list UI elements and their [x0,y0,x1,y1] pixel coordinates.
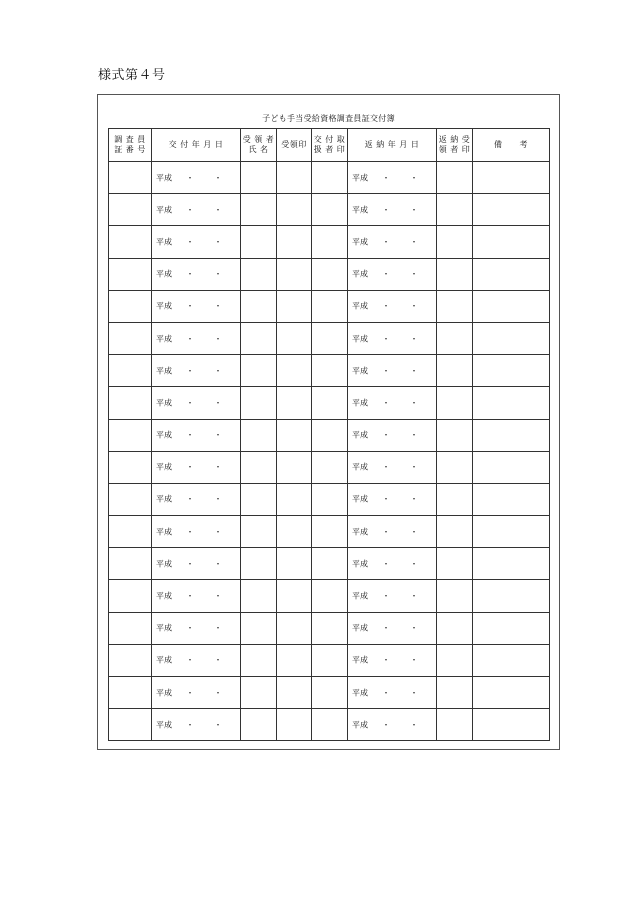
cell-issue-date[interactable] [152,451,241,483]
cell-recipient-name[interactable] [241,162,277,194]
date-separator: ・ [410,366,418,376]
date-separator: ・ [382,301,390,311]
date-separator: ・ [410,301,418,311]
cell-recipient-name[interactable] [241,451,277,483]
cell-recipient-name[interactable] [241,194,277,226]
date-era-label: 平成 [352,430,368,440]
date-separator: ・ [186,334,194,344]
date-separator: ・ [382,269,390,279]
date-era-label: 平成 [156,398,172,408]
date-era-label: 平成 [156,494,172,504]
date-separator: ・ [382,430,390,440]
date-separator: ・ [382,720,390,730]
cell-return-date[interactable] [348,355,437,387]
date-separator: ・ [186,430,194,440]
cell-return-receiver-seal[interactable] [437,516,473,548]
date-era-label: 平成 [156,269,172,279]
date-separator: ・ [214,366,222,376]
cell-issuer-seal[interactable] [312,322,348,354]
cell-return-date[interactable] [348,612,437,644]
date-era-label: 平成 [352,301,368,311]
cell-return-receiver-seal[interactable] [437,644,473,676]
cell-issuer-seal[interactable] [312,290,348,322]
cell-remarks[interactable] [473,322,550,354]
date-era-label: 平成 [156,527,172,537]
cell-return-date[interactable] [348,644,437,676]
date-separator: ・ [186,269,194,279]
cell-recipient-name[interactable] [241,580,277,612]
date-era-label: 平成 [156,688,172,698]
date-separator: ・ [214,591,222,601]
date-separator: ・ [382,366,390,376]
cell-return-date[interactable] [348,258,437,290]
cell-recipient-name[interactable] [241,644,277,676]
ledger-row [109,677,550,709]
date-era-label: 平成 [352,366,368,376]
header-recipient-name-line2: 氏 名 [248,145,269,154]
cell-remarks[interactable] [473,226,550,258]
date-separator: ・ [214,527,222,537]
cell-remarks[interactable] [473,451,550,483]
cell-id-number[interactable] [109,516,152,548]
header-return-receiver-seal-line1: 返 納 受 [438,135,471,144]
date-separator: ・ [382,559,390,569]
cell-issue-date[interactable] [152,709,241,741]
cell-issue-date[interactable] [152,516,241,548]
date-separator: ・ [214,173,222,183]
cell-receipt-seal[interactable] [277,419,312,451]
cell-return-receiver-seal[interactable] [437,387,473,419]
cell-id-number[interactable] [109,451,152,483]
cell-return-date[interactable] [348,677,437,709]
date-era-label: 平成 [156,720,172,730]
cell-issue-date[interactable] [152,580,241,612]
header-id-number-line1: 調 査 員 [114,135,146,144]
cell-remarks[interactable] [473,419,550,451]
cell-id-number[interactable] [109,644,152,676]
cell-receipt-seal[interactable] [277,162,312,194]
ledger-row [109,387,550,419]
date-separator: ・ [214,301,222,311]
date-separator: ・ [214,430,222,440]
header-issuer-seal-line1: 交 付 取 [313,135,346,144]
date-separator: ・ [410,591,418,601]
cell-return-date[interactable] [348,580,437,612]
ledger-row [109,451,550,483]
header-issuer-seal [312,129,348,162]
date-separator: ・ [382,527,390,537]
cell-return-receiver-seal[interactable] [437,355,473,387]
cell-receipt-seal[interactable] [277,355,312,387]
cell-return-date[interactable] [348,516,437,548]
date-era-label: 平成 [156,591,172,601]
cell-recipient-name[interactable] [241,258,277,290]
cell-recipient-name[interactable] [241,612,277,644]
cell-return-receiver-seal[interactable] [437,451,473,483]
date-separator: ・ [410,559,418,569]
date-era-label: 平成 [352,205,368,215]
date-separator: ・ [186,366,194,376]
date-separator: ・ [382,237,390,247]
cell-recipient-name[interactable] [241,226,277,258]
date-separator: ・ [410,623,418,633]
cell-remarks[interactable] [473,644,550,676]
cell-recipient-name[interactable] [241,387,277,419]
date-era-label: 平成 [352,269,368,279]
header-issuer-seal-line2: 扱 者 印 [313,145,346,154]
date-separator: ・ [186,688,194,698]
cell-issuer-seal[interactable] [312,612,348,644]
cell-id-number[interactable] [109,355,152,387]
date-era-label: 平成 [352,462,368,472]
date-era-label: 平成 [352,173,368,183]
cell-return-receiver-seal[interactable] [437,612,473,644]
date-era-label: 平成 [156,334,172,344]
cell-remarks[interactable] [473,194,550,226]
header-receipt-seal: 受領印 [277,129,312,162]
cell-issuer-seal[interactable] [312,709,348,741]
cell-issue-date[interactable] [152,548,241,580]
cell-remarks[interactable] [473,387,550,419]
cell-return-date[interactable] [348,322,437,354]
cell-return-receiver-seal[interactable] [437,580,473,612]
cell-issue-date[interactable] [152,258,241,290]
date-era-label: 平成 [156,462,172,472]
cell-return-receiver-seal[interactable] [437,162,473,194]
cell-issue-date[interactable] [152,355,241,387]
date-separator: ・ [410,430,418,440]
header-recipient-name-line1: 受 領 者 [242,135,275,144]
cell-issuer-seal[interactable] [312,677,348,709]
ledger-row [109,355,550,387]
cell-receipt-seal[interactable] [277,677,312,709]
date-separator: ・ [214,559,222,569]
cell-receipt-seal[interactable] [277,451,312,483]
date-separator: ・ [214,205,222,215]
date-separator: ・ [186,591,194,601]
cell-id-number[interactable] [109,290,152,322]
cell-return-date[interactable] [348,226,437,258]
date-era-label: 平成 [156,623,172,633]
date-separator: ・ [214,623,222,633]
cell-recipient-name[interactable] [241,355,277,387]
cell-recipient-name[interactable] [241,290,277,322]
ledger-row [109,419,550,451]
date-separator: ・ [214,720,222,730]
cell-remarks[interactable] [473,162,550,194]
date-separator: ・ [214,334,222,344]
cell-receipt-seal[interactable] [277,548,312,580]
cell-id-number[interactable] [109,226,152,258]
cell-id-number[interactable] [109,162,152,194]
header-remarks: 備 考 [473,129,550,162]
date-separator: ・ [186,655,194,665]
cell-id-number[interactable] [109,677,152,709]
cell-receipt-seal[interactable] [277,322,312,354]
date-era-label: 平成 [352,398,368,408]
cell-return-date[interactable] [348,483,437,515]
header-id-number [109,129,152,162]
cell-remarks[interactable] [473,355,550,387]
date-separator: ・ [214,688,222,698]
cell-remarks[interactable] [473,612,550,644]
date-era-label: 平成 [352,720,368,730]
date-era-label: 平成 [352,688,368,698]
header-return-receiver-seal-line2: 領 者 印 [438,145,471,154]
ledger-row [109,290,550,322]
date-separator: ・ [410,398,418,408]
ledger-body [109,162,550,741]
date-era-label: 平成 [156,655,172,665]
date-separator: ・ [410,205,418,215]
date-separator: ・ [186,237,194,247]
cell-receipt-seal[interactable] [277,483,312,515]
cell-return-receiver-seal[interactable] [437,226,473,258]
date-era-label: 平成 [156,366,172,376]
header-id-number-line2: 証 番 号 [114,145,146,154]
date-era-label: 平成 [352,334,368,344]
cell-remarks[interactable] [473,548,550,580]
cell-return-date[interactable] [348,419,437,451]
cell-return-receiver-seal[interactable] [437,483,473,515]
date-separator: ・ [214,655,222,665]
cell-return-receiver-seal[interactable] [437,322,473,354]
date-separator: ・ [410,334,418,344]
cell-recipient-name[interactable] [241,548,277,580]
cell-id-number[interactable] [109,483,152,515]
cell-id-number[interactable] [109,322,152,354]
date-era-label: 平成 [352,655,368,665]
cell-issuer-seal[interactable] [312,194,348,226]
date-separator: ・ [214,398,222,408]
cell-issuer-seal[interactable] [312,483,348,515]
cell-id-number[interactable] [109,194,152,226]
date-separator: ・ [382,173,390,183]
ledger-row [109,483,550,515]
cell-issuer-seal[interactable] [312,162,348,194]
date-separator: ・ [410,655,418,665]
cell-issue-date[interactable] [152,322,241,354]
cell-return-receiver-seal[interactable] [437,419,473,451]
date-era-label: 平成 [352,527,368,537]
cell-receipt-seal[interactable] [277,516,312,548]
date-era-label: 平成 [156,173,172,183]
date-separator: ・ [382,655,390,665]
header-row [109,129,550,162]
cell-receipt-seal[interactable] [277,644,312,676]
ledger-title: 子ども手当受給資格調査員証交付簿 [262,114,395,123]
date-separator: ・ [214,462,222,472]
cell-issuer-seal[interactable] [312,516,348,548]
cell-recipient-name[interactable] [241,709,277,741]
cell-issue-date[interactable] [152,226,241,258]
cell-receipt-seal[interactable] [277,580,312,612]
cell-receipt-seal[interactable] [277,226,312,258]
date-separator: ・ [382,688,390,698]
date-separator: ・ [410,237,418,247]
date-era-label: 平成 [156,237,172,247]
cell-issuer-seal[interactable] [312,226,348,258]
form-number: 様式第４号 [98,68,166,83]
date-separator: ・ [382,398,390,408]
cell-issue-date[interactable] [152,162,241,194]
date-separator: ・ [410,527,418,537]
cell-return-date[interactable] [348,194,437,226]
date-separator: ・ [382,591,390,601]
date-separator: ・ [410,173,418,183]
cell-receipt-seal[interactable] [277,290,312,322]
cell-issue-date[interactable] [152,644,241,676]
cell-return-receiver-seal[interactable] [437,258,473,290]
date-era-label: 平成 [156,430,172,440]
date-separator: ・ [410,462,418,472]
date-separator: ・ [382,462,390,472]
cell-recipient-name[interactable] [241,677,277,709]
cell-issue-date[interactable] [152,419,241,451]
cell-receipt-seal[interactable] [277,709,312,741]
cell-issue-date[interactable] [152,387,241,419]
header-return-receiver-seal [437,129,473,162]
cell-id-number[interactable] [109,387,152,419]
date-era-label: 平成 [352,559,368,569]
date-era-label: 平成 [352,494,368,504]
ledger-row [109,516,550,548]
cell-remarks[interactable] [473,709,550,741]
date-separator: ・ [382,334,390,344]
date-separator: ・ [410,688,418,698]
date-separator: ・ [214,494,222,504]
cell-receipt-seal[interactable] [277,258,312,290]
cell-remarks[interactable] [473,580,550,612]
ledger-row [109,644,550,676]
ledger-row [109,258,550,290]
date-separator: ・ [410,494,418,504]
cell-issuer-seal[interactable] [312,580,348,612]
cell-return-receiver-seal[interactable] [437,194,473,226]
cell-return-date[interactable] [348,387,437,419]
ledger-row [109,194,550,226]
cell-recipient-name[interactable] [241,322,277,354]
cell-receipt-seal[interactable] [277,194,312,226]
header-return-date: 返 納 年 月 日 [348,129,437,162]
ledger-row [109,709,550,741]
date-separator: ・ [186,494,194,504]
date-separator: ・ [186,301,194,311]
cell-receipt-seal[interactable] [277,612,312,644]
cell-remarks[interactable] [473,290,550,322]
cell-remarks[interactable] [473,677,550,709]
date-separator: ・ [410,720,418,730]
cell-return-date[interactable] [348,290,437,322]
cell-return-receiver-seal[interactable] [437,709,473,741]
cell-id-number[interactable] [109,709,152,741]
date-separator: ・ [186,623,194,633]
cell-issuer-seal[interactable] [312,419,348,451]
cell-return-date[interactable] [348,709,437,741]
cell-recipient-name[interactable] [241,483,277,515]
header-issue-date: 交 付 年 月 日 [152,129,241,162]
cell-issuer-seal[interactable] [312,258,348,290]
date-separator: ・ [186,559,194,569]
date-era-label: 平成 [156,205,172,215]
ledger-row [109,548,550,580]
date-separator: ・ [186,205,194,215]
date-era-label: 平成 [352,237,368,247]
date-separator: ・ [186,462,194,472]
cell-issue-date[interactable] [152,612,241,644]
issuance-ledger-table [108,128,550,741]
ledger-row [109,322,550,354]
cell-id-number[interactable] [109,580,152,612]
cell-issuer-seal[interactable] [312,644,348,676]
header-recipient-name [241,129,277,162]
ledger-frame [97,94,560,750]
cell-issue-date[interactable] [152,290,241,322]
date-era-label: 平成 [352,623,368,633]
ledger-row [109,162,550,194]
cell-remarks[interactable] [473,483,550,515]
date-separator: ・ [186,720,194,730]
cell-id-number[interactable] [109,548,152,580]
date-separator: ・ [186,173,194,183]
cell-remarks[interactable] [473,258,550,290]
cell-issuer-seal[interactable] [312,548,348,580]
date-separator: ・ [410,269,418,279]
cell-issue-date[interactable] [152,483,241,515]
date-separator: ・ [382,205,390,215]
date-separator: ・ [382,494,390,504]
cell-return-date[interactable] [348,451,437,483]
cell-issue-date[interactable] [152,677,241,709]
date-separator: ・ [186,527,194,537]
cell-id-number[interactable] [109,419,152,451]
cell-id-number[interactable] [109,258,152,290]
cell-issuer-seal[interactable] [312,355,348,387]
cell-return-date[interactable] [348,162,437,194]
cell-return-receiver-seal[interactable] [437,677,473,709]
cell-id-number[interactable] [109,612,152,644]
ledger-row [109,612,550,644]
date-separator: ・ [186,398,194,408]
ledger-row [109,226,550,258]
cell-return-date[interactable] [348,548,437,580]
date-separator: ・ [214,237,222,247]
cell-issuer-seal[interactable] [312,387,348,419]
cell-return-receiver-seal[interactable] [437,548,473,580]
date-era-label: 平成 [156,301,172,311]
date-era-label: 平成 [352,591,368,601]
cell-recipient-name[interactable] [241,419,277,451]
cell-recipient-name[interactable] [241,516,277,548]
cell-issuer-seal[interactable] [312,451,348,483]
cell-remarks[interactable] [473,516,550,548]
date-separator: ・ [214,269,222,279]
cell-issue-date[interactable] [152,194,241,226]
ledger-row [109,580,550,612]
cell-return-receiver-seal[interactable] [437,290,473,322]
date-separator: ・ [382,623,390,633]
cell-receipt-seal[interactable] [277,387,312,419]
date-era-label: 平成 [156,559,172,569]
